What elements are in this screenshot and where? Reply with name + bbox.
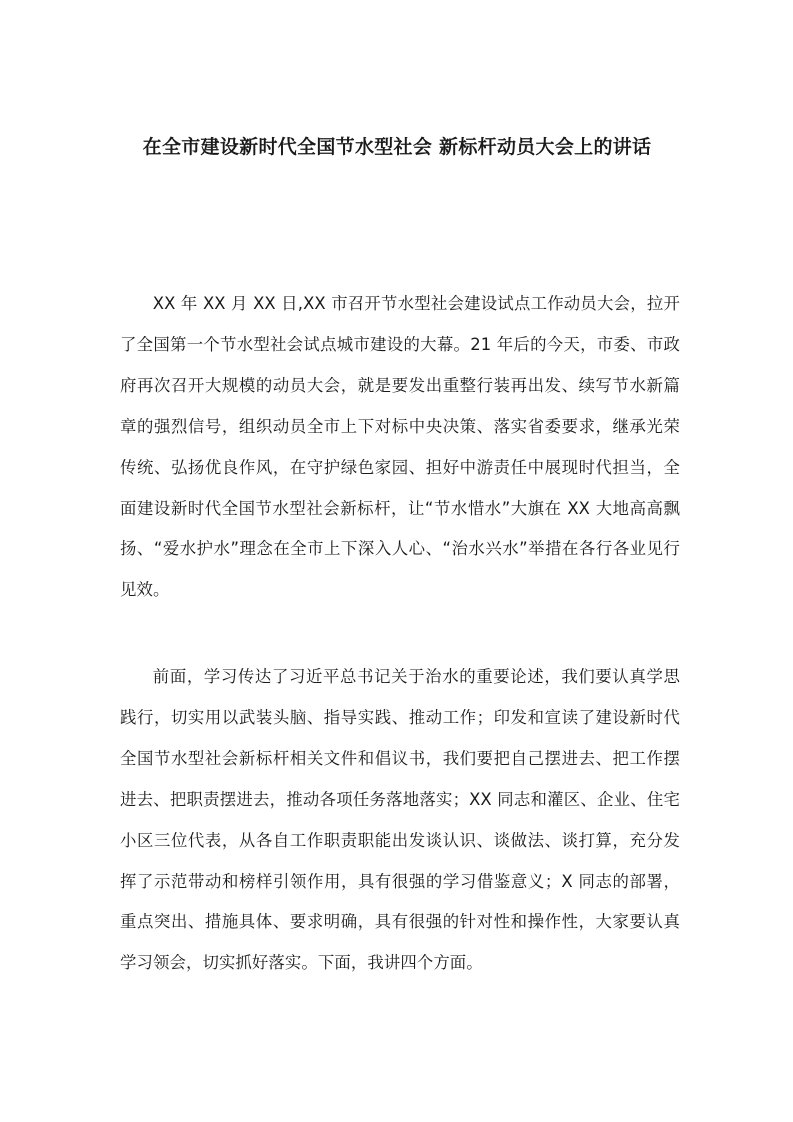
body-paragraph-2: 前面，学习传达了习近平总书记关于治水的重要论述，我们要认真学思践行，切实用以武装头脑、指导实践、推动工作；印发和宣读了建设新时代全国节水型社会新标杆相关文件和倡议书，我们要把自己摆进去、把工作摆进去、把职责摆进去，推动各项任务落地落实；XX 同志和灌区、企业、住宅小区三位代表，从各自工作职责职能出发谈认识、谈做法、谈打算，充分发挥了示范带动和榜样引领作用，具有很强的学习借鉴意义；X 同志的部署，重点突出、措施具体、要求明确，具有很强的针对性和操作性，大家要认真学习领会，切实抓好落实。下面，我讲四个方面。 <box>120 667 680 973</box>
body-paragraph-1: XX 年 XX 月 XX 日,XX 市召开节水型社会建设试点工作动员大会，拉开了全国第一个节水型社会试点城市建设的大幕。21 年后的今天，市委、市政府再次召开大规模的动员大会，就是要发出重整行装再出发、续写节水新篇章的强烈信号，组织动员全市上下对标中央决策、落实省委要求，继承光荣传统、弘扬优良作风，在守护绿色家园、担好中游责任中展现时代担当，全面建设新时代全国节水型社会新标杆，让“节水惜水”大旗在 XX 大地高高飘扬、“爱水护水”理念在全市上下深入人心、“治水兴水”举措在各行各业见行见效。 <box>120 294 680 600</box>
document-title: 在全市建设新时代全国节水型社会 新标杆动员大会上的讲话 <box>142 136 652 158</box>
